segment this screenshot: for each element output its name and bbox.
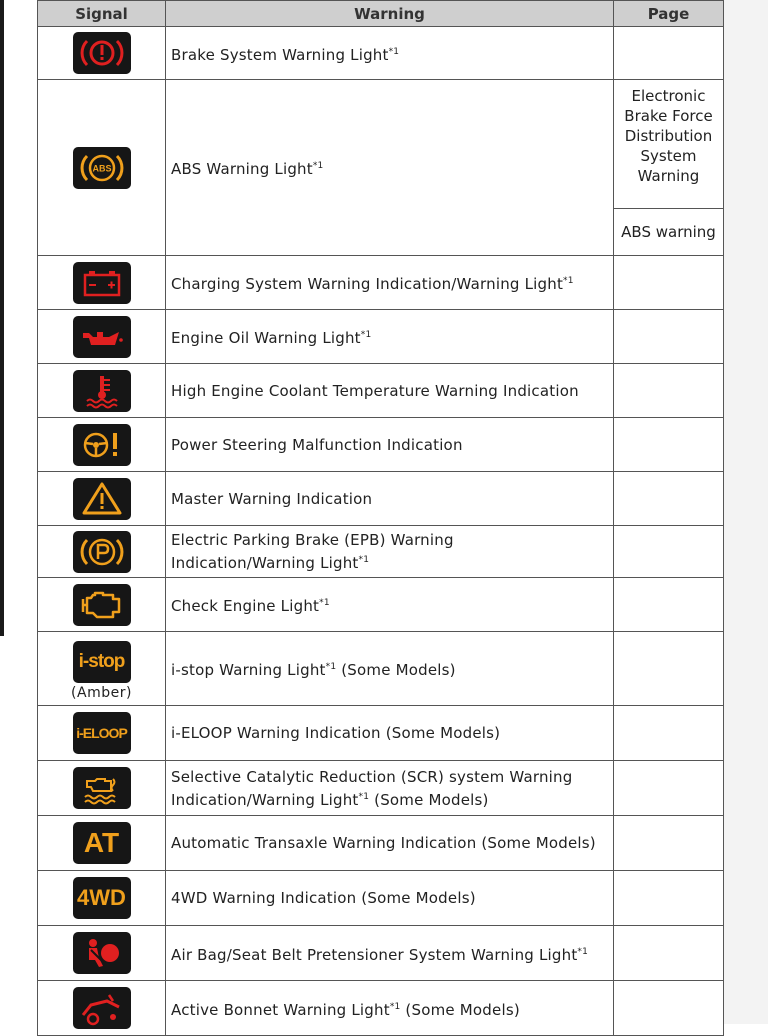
abs-icon <box>73 147 131 189</box>
page-cell <box>614 80 724 256</box>
coolant-temperature-icon <box>73 370 131 412</box>
4wd-icon: 4WD <box>73 877 131 919</box>
page-cell <box>614 632 724 706</box>
header-warning: Warning <box>166 1 614 27</box>
battery-icon <box>73 262 131 304</box>
icon-color-note: (Amber) <box>71 684 132 701</box>
i-stop-icon: i-stop <box>73 641 131 683</box>
table-header-row <box>38 1 724 27</box>
master-warning-icon <box>73 478 131 520</box>
warning-text: Automatic Transaxle Warning Indication (Some Models) <box>166 816 614 871</box>
table-row <box>38 706 724 761</box>
table-row <box>38 632 724 706</box>
page-cell <box>614 418 724 472</box>
table-row <box>38 578 724 632</box>
warning-text: Master Warning Indication <box>166 472 614 526</box>
active-bonnet-icon <box>73 987 131 1029</box>
warning-text: Check Engine Light$^{*1}$ <box>166 578 614 632</box>
warning-text: Air Bag/Seat Belt Pretensioner System Warning Light$^{*1}$ <box>166 926 614 981</box>
warning-text: 4WD Warning Indication (Some Models) <box>166 871 614 926</box>
table-row <box>38 256 724 310</box>
airbag-icon <box>73 932 131 974</box>
table-row <box>38 981 724 1036</box>
at-icon: AT <box>73 822 131 864</box>
warning-text: Engine Oil Warning Light$^{*1}$ <box>166 310 614 364</box>
warning-text: i-ELOOP Warning Indication (Some Models) <box>166 706 614 761</box>
table-row <box>38 472 724 526</box>
page-cell <box>614 816 724 871</box>
page-cell <box>614 310 724 364</box>
left-edge-bar <box>0 0 4 636</box>
page-ref-abs[interactable]: ABS warning <box>621 223 716 241</box>
table-row <box>38 871 724 926</box>
page-cell <box>614 256 724 310</box>
table-row <box>38 364 724 418</box>
page-cell <box>614 578 724 632</box>
page-ref-ebd[interactable]: Electronic Brake Force Distribution System Warning <box>614 80 723 209</box>
warning-text: Electric Parking Brake (EPB) Warning Indication/Warning Light$^{*1}$ <box>166 526 614 578</box>
header-page: Page <box>614 1 724 27</box>
warning-text: Power Steering Malfunction Indication <box>166 418 614 472</box>
warning-light-table <box>37 0 724 1036</box>
warning-text: Charging System Warning Indication/Warning Light$^{*1}$ <box>166 256 614 310</box>
warning-text: ABS Warning Light$^{*1}$ <box>166 80 614 256</box>
parking-brake-icon <box>73 531 131 573</box>
scr-icon <box>73 767 131 809</box>
i-eloop-icon: i-ELOOP <box>73 712 131 754</box>
page-cell <box>614 27 724 80</box>
header-signal: Signal <box>38 1 166 27</box>
warning-text: Brake System Warning Light$^{*1}$ <box>166 27 614 80</box>
right-margin <box>724 0 768 1024</box>
page-cell <box>614 871 724 926</box>
page-cell <box>614 926 724 981</box>
table-row <box>38 926 724 981</box>
warning-text: Active Bonnet Warning Light$^{*1}$ (Some Models) <box>166 981 614 1036</box>
oil-can-icon <box>73 316 131 358</box>
power-steering-icon <box>73 424 131 466</box>
table-row <box>38 80 724 256</box>
page-cell <box>614 981 724 1036</box>
table-row <box>38 526 724 578</box>
table-row <box>38 816 724 871</box>
page-cell <box>614 526 724 578</box>
table-row <box>38 418 724 472</box>
check-engine-icon <box>73 584 131 626</box>
page-cell <box>614 472 724 526</box>
page-cell <box>614 761 724 816</box>
table-row <box>38 761 724 816</box>
svg-text:ABS: ABS <box>91 163 112 173</box>
page-cell <box>614 364 724 418</box>
brake-system-icon <box>73 32 131 74</box>
warning-text: High Engine Coolant Temperature Warning Indication <box>166 364 614 418</box>
warning-text: i-stop Warning Light$^{*1}$ (Some Models) <box>166 632 614 706</box>
page-cell <box>614 706 724 761</box>
table-row <box>38 310 724 364</box>
table-row <box>38 27 724 80</box>
warning-text: Selective Catalytic Reduction (SCR) system Warning Indication/Warning Light$^{*1}$ (Some Models) <box>166 761 614 816</box>
